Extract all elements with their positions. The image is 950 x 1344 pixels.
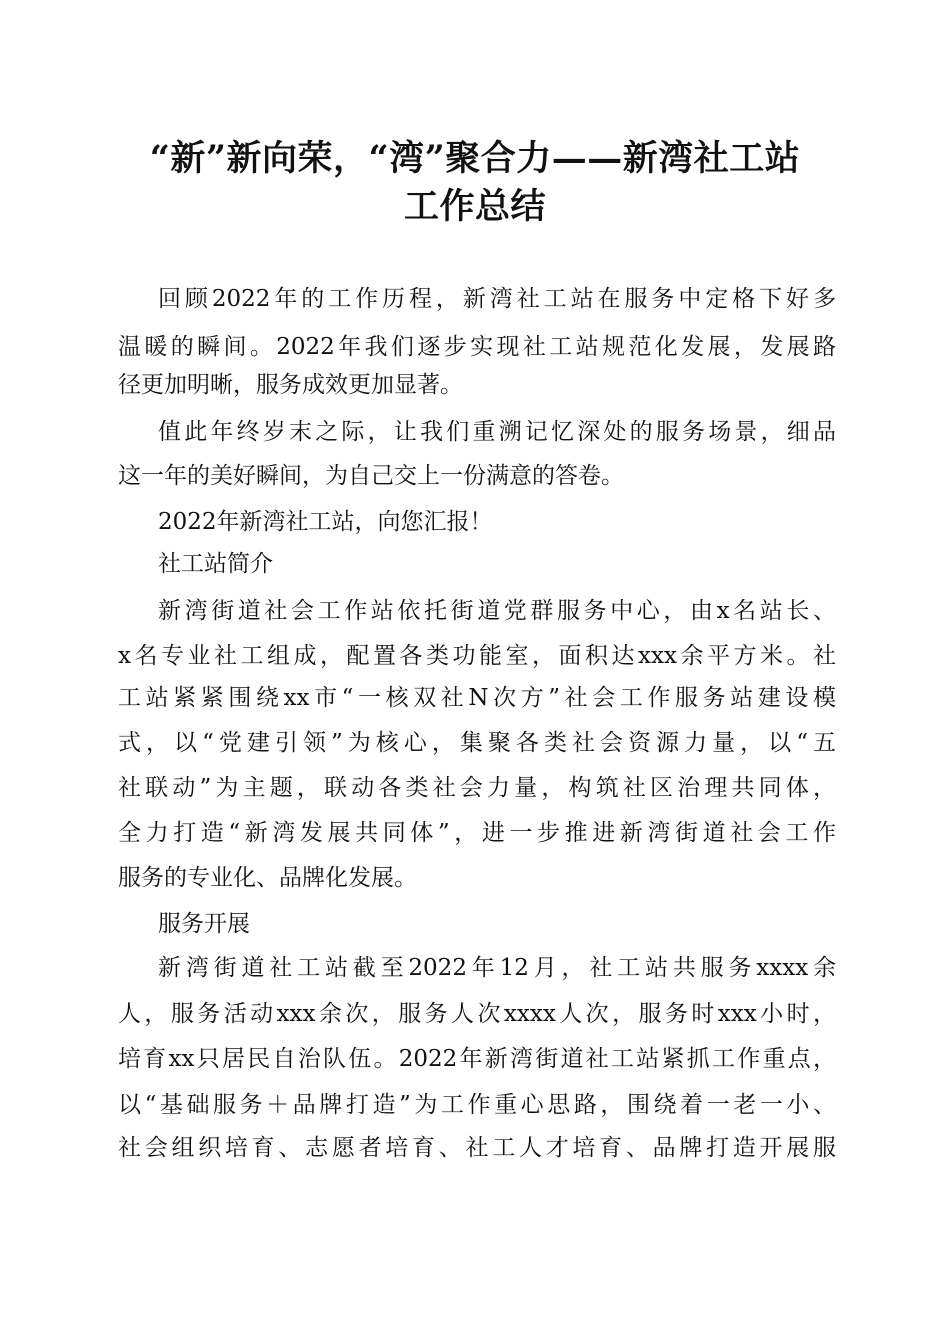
paragraph-line: 回顾2022年的工作历程，新湾社工站在服务中定格下好多: [158, 286, 836, 312]
paragraph-line: 这一年的美好瞬间，为自己交上一份满意的答卷。: [118, 463, 624, 489]
paragraph-line: 全力打造“新湾发展共同体”，进一步推进新湾街道社会工作: [118, 820, 836, 846]
paragraph-line: 以“基础服务＋品牌打造”为工作重心思路，围绕着一老一小、: [118, 1092, 836, 1118]
paragraph-line: 人，服务活动xxx余次，服务人次xxxx人次，服务时xxx小时，: [118, 1001, 836, 1027]
paragraph-line: 社联动”为主题，联动各类社会力量，构筑社区治理共同体，: [118, 775, 836, 801]
section-heading: 社工站简介: [158, 551, 273, 577]
paragraph-line: x名专业社工组成，配置各类功能室，面积达xxx余平方米。社: [118, 643, 836, 669]
paragraph-line: 社会组织培育、志愿者培育、社工人才培育、品牌打造开展服: [118, 1135, 836, 1161]
paragraph-line: 服务的专业化、品牌化发展。: [118, 865, 417, 891]
section-heading: 服务开展: [158, 911, 250, 937]
paragraph-line: 工站紧紧围绕xx市“一核双社N次方”社会工作服务站建设模: [118, 685, 836, 711]
paragraph-line: 值此年终岁末之际，让我们重溯记忆深处的服务场景，细品: [158, 419, 836, 445]
paragraph-line: 温暖的瞬间。2022年我们逐步实现社工站规范化发展，发展路: [118, 334, 836, 360]
paragraph-line: 2022年新湾社工站，向您汇报！: [158, 509, 493, 535]
paragraph-line: 新湾街道社会工作站依托街道党群服务中心，由x名站长、: [158, 598, 836, 624]
document-title-line-1: “新”新向荣，“湾”聚合力——新湾社工站: [149, 138, 801, 179]
paragraph-line: 新湾街道社工站截至2022年12月，社工站共服务xxxx余: [158, 955, 836, 981]
paragraph-line: 径更加明晰，服务成效更加显著。: [118, 372, 463, 398]
document-title-line-2: 工作总结: [403, 186, 546, 227]
paragraph-line: 培育xx只居民自治队伍。2022年新湾街道社工站紧抓工作重点，: [118, 1046, 836, 1072]
paragraph-line: 式，以“党建引领”为核心，集聚各类社会资源力量，以“五: [118, 730, 836, 756]
